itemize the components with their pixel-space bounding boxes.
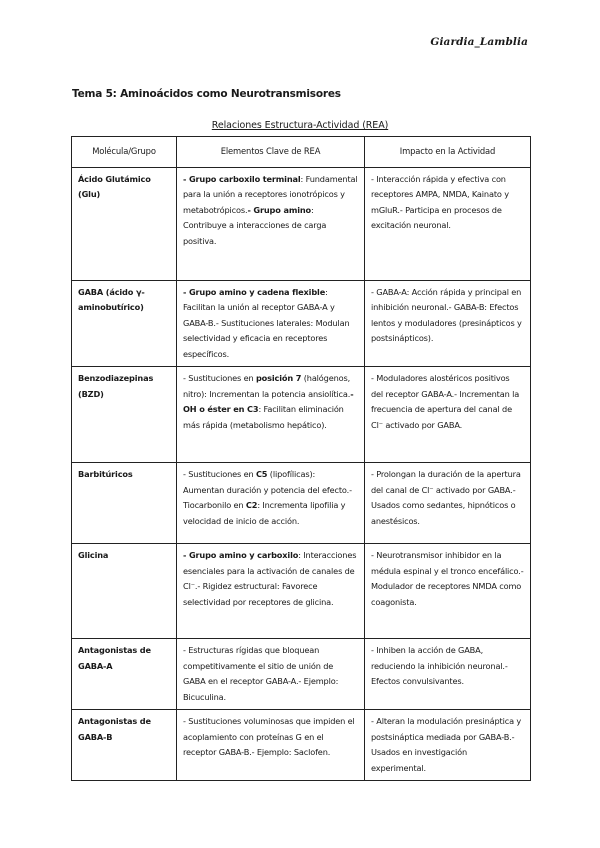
table-row (72, 367, 531, 463)
impact-cell: - Prolongan la duración de la apertura del canal de Cl⁻ activado por GABA.- Usados como sedantes, hipnóticos o anestésicos. (365, 463, 531, 544)
molecule-cell: GABA (ácido γ-aminobutírico) (72, 280, 177, 367)
cell-text: : Incrementa lipofilia y velocidad de inicio de acción. (183, 500, 346, 526)
cell-text: : Fundamental para la unión a receptores ionotrópicos y metabotrópicos. (183, 173, 358, 215)
key-elements-cell: - Estructuras rígidas que bloquean competitivamente el sitio de unión de GABA en el receptor GABA-A.- Ejemplo: Bicuculina. (177, 639, 365, 710)
table-row (72, 544, 531, 639)
cell-text: : Contribuye a interacciones de carga positiva. (183, 204, 327, 246)
table-row (72, 167, 531, 280)
key-elements-cell (177, 367, 365, 463)
cell-text: - Sustituciones en (183, 373, 256, 383)
author-signature: Giardia_Lamblia (430, 36, 528, 48)
cell-text: : Facilitan la unión al receptor GABA-A y GABA-B.- Sustituciones laterales: Modulan selectividad y eficacia en receptores específicos. (183, 286, 350, 359)
impact-cell: - Interacción rápida y efectiva con receptores AMPA, NMDA, Kainato y mGluR.- Participa en procesos de excitación neuronal. (365, 167, 531, 280)
bold-term: C5 (255, 469, 268, 479)
impact-cell: - Moduladores alostéricos positivos del receptor GABA-A.- Incrementan la frecuencia de apertura del canal de Cl⁻ activado por GABA. (365, 367, 531, 463)
table-header-row (72, 137, 531, 168)
key-elements-cell (177, 167, 365, 280)
bold-term: posición 7 (255, 373, 302, 383)
molecule-cell: Antagonistas de GABA-A (72, 639, 177, 710)
impact-cell: - Inhiben la acción de GABA, reduciendo la inhibición neuronal.- Efectos convulsivantes. (365, 639, 531, 710)
cell-text: - Sustituciones en (183, 469, 256, 479)
key-elements-cell (177, 463, 365, 544)
bold-term: - Grupo amino (247, 204, 312, 215)
molecule-cell: Antagonistas de GABA-B (72, 710, 177, 781)
table-title: Relaciones Estructura-Actividad (REA) (211, 120, 389, 131)
bold-term: - Grupo amino y cadena flexible (183, 286, 326, 297)
molecule-cell: Glicina (72, 544, 177, 639)
impact-cell: - GABA-A: Acción rápida y principal en inhibición neuronal.- GABA-B: Efectos lentos y moduladores (presinápticos y postsinápticos). (365, 280, 531, 367)
molecule-cell: Benzodiazepinas (BZD) (72, 367, 177, 463)
table-row (72, 639, 531, 710)
cell-text: (halógenos, nitro): Incrementan la potencia ansiolítica. (183, 373, 351, 399)
bold-term: - Grupo amino y carboxilo (183, 550, 299, 560)
cell-text: : Interacciones esenciales para la activación de canales de Cl⁻.- Rigidez estructural: Favorece selectividad por receptores de glicina. (183, 550, 357, 607)
cell-text: : Facilitan eliminación más rápida (metabolismo hepático). (183, 404, 344, 430)
header-key-elements: Elementos Clave de REA (177, 137, 365, 168)
table-row (72, 710, 531, 781)
bold-term: - Grupo carboxilo terminal (183, 173, 301, 184)
molecule-cell: Barbitúricos (72, 463, 177, 544)
header-molecule: Molécula/Grupo (72, 137, 177, 168)
key-elements-cell: - Sustituciones voluminosas que impiden el acoplamiento con proteínas G en el receptor GABA-B.- Ejemplo: Saclofen. (177, 710, 365, 781)
molecule-cell: Ácido Glutámico (Glu) (72, 167, 177, 280)
table-row (72, 463, 531, 544)
key-elements-cell (177, 544, 365, 639)
bold-term: - OH o éster en C3 (183, 388, 354, 414)
document-title: Tema 5: Aminoácidos como Neurotransmisores (72, 88, 341, 100)
bold-term: C2 (245, 500, 258, 510)
cell-text: (lipofílicas): Aumentan duración y potencia del efecto.- Tiocarbonilo en (183, 469, 352, 510)
header-impact: Impacto en la Actividad (365, 137, 531, 168)
rea-table (71, 136, 531, 781)
impact-cell: - Alteran la modulación presináptica y postsináptica mediada por GABA-B.- Usados en investigación experimental. (365, 710, 531, 781)
key-elements-cell (177, 280, 365, 367)
table-row (72, 280, 531, 367)
impact-cell: - Neurotransmisor inhibidor en la médula espinal y el tronco encefálico.- Modulador de receptores NMDA como coagonista. (365, 544, 531, 639)
